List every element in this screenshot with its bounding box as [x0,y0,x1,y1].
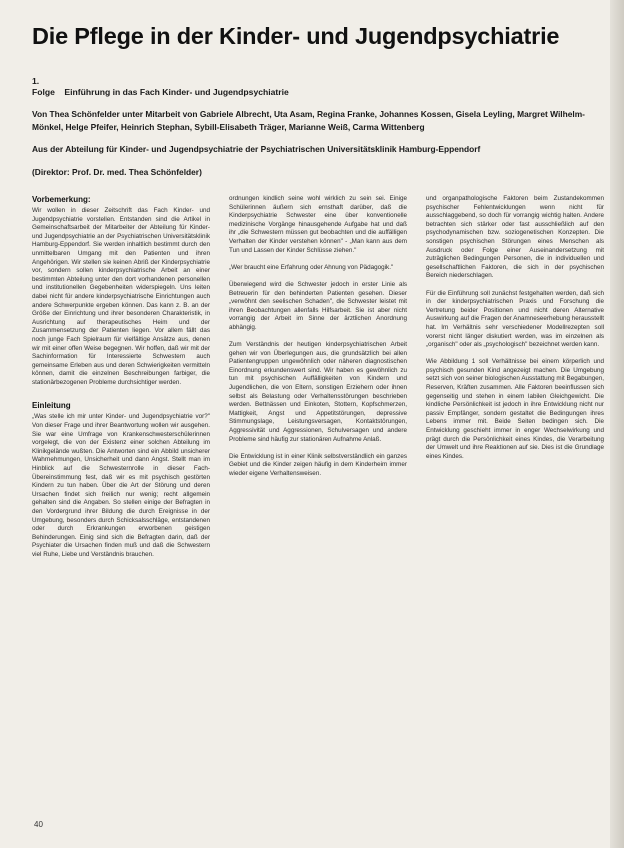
section-heading-introduction: Einleitung [32,401,71,411]
body-columns [32,195,604,568]
paragraph: „Wer braucht eine Erfahrung oder Ahnung von Pädagogik." [229,263,394,271]
paragraph: Für die Einführung soll zunächst festgehalten werden, daß sich in der kinderpsychiatrischen Praxis und Forschung die Vertretung beider Positionen und nicht deren Alternative Auswirkung auf die Fragen der Anamneseerhebung herausstellt hat. Im Verhältnis sehr verschiedener Modellrezepten soll vorerst nicht länger diskutiert werden, was im einzelnen als „organisch" oder als „psychologisch" bezeichnet werden kann. [426,289,604,349]
paragraph: Überwiegend wird die Schwester jedoch in erster Linie als Betreuerin für den behinderten Patienten gesehen. Dieser „verwöhnt den seelischen Schaden", die Schwester leistet mit ihren Beobachtungen allenfalls Hilfsarbeit. Sie ist aber nicht vorrangig der Arbeit im Sinne der ärztlichen Anordnung abhängig. [229,280,407,331]
column-3 [426,195,604,568]
author-list: Von Thea Schönfelder unter Mitarbeit von Gabriele Albrecht, Uta Asam, Regina Franke, Johannes Kossen, Gisela Leyling, Margret Wilhelm-Mönkel, Helge Pfeifer, Heinrich Stephan, Sybill-Elisabeth Träger, Marianne Weiß, Carma Wittenberg [32,109,585,132]
article-title: Die Pflege in der Kinder- und Jugendpsychiatrie [32,23,560,49]
series-line [32,76,604,98]
paragraph: „Was stelle ich mir unter Kinder- und Jugendpsychiatrie vor?" Von dieser Frage und ihrer Beantwortung wollen wir ausgehen. Sie war eine Umfrage von Krankenschwesterschülerinnen vorgelegt, die von der Existenz einer solchen Abteilung im Klinikgelände wußten. Die Antworten sind ein Abbild unsicherer Wahrnehmungen, Unsicherheit und dann Angst. Stellt man im Hinblick auf die Schwesternrolle in dieser Fach-Übereinstimmung fest, daß wir es mit psychisch gestörten Kindern zu tun haben. Über die Art der Störung und deren Ursachen findet sich freilich nur wenig; recht allgemein gehalten sind die Angaben. So stellen einige der Befragten in den Vordergrund ihrer Bildung die durch Ereignisse in der Umgebung, besonders durch Schicksalsschläge, entstandenen oder durch Erkrankungen erworbenen geistigen Behinderungen. Einig sind sich die Befragten darin, daß der Psychiater die Ursachen finden muß und daß die Schwestern viel Ruhe, Liebe und Verständnis brauchen. [32,413,210,558]
column-1 [32,195,210,568]
paragraph: Die Entwicklung ist in einer Klinik selbstverständlich ein ganzes Gebiet und die Kinder zeigen häufig in dem Kinderheim immer wieder eigene Verhaltensweisen. [229,452,407,477]
paragraph: Zum Verständnis der heutigen kinderpsychiatrischen Arbeit gehen wir von Überlegungen aus, die grundsätzlich bei allen Patientengruppen ungewöhnlich oder näheren diagnostischen Einordnung erkundenswert sind. Wir haben es gewöhnlich zu tun mit psychischen Auffälligkeiten von Kindern und Jugendlichen, die von Eltern, sonstigen Erziehern oder ihnen selbst als Belastung oder Verhaltensstörungen beschrieben werden. Bettnässen und Einkoten, Stottern, Kopfschmerzen, Mattigkeit, Angst und Appetitstörungen, depressive Stimmungslage, Leistungsversagen, Kontaktstörungen, Aggressivität und Aggressionen, Schulversagen und andere Probleme sind häufig zur stationären Aufnahme Anlaß. [229,341,407,443]
affiliation: Aus der Abteilung für Kinder- und Jugendpsychiatrie der Psychiatrischen Universitätsklinik Hamburg-Eppendorf [32,144,481,154]
paragraph: ordnungen kindlich seine wohl wirklich zu sein sei. Einige Schülerinnen äußern sich ernsthaft darüber, daß die Kinderpsychiatrie Schwester eine über konventionelle medizinische Vorgänge hinausgehende Aufgabe hat und daß ihr „die Schwestern müssen gut beobachten und die auffälligen Verhalten der Kinder verstehen können" - „Man kann aus dem Tun und Lassen der Kinder Schlüsse ziehen." [229,195,407,254]
director-line: (Direktor: Prof. Dr. med. Thea Schönfelder) [32,167,202,177]
paragraph: Wir wollen in dieser Zeitschrift das Fach Kinder- und Jugendpsychiatrie vorstellen. Entstanden sind die Artikel in Gemeinschaftsarbeit der Mitarbeiter der Abteilung für Kinder- und Jugendpsychiatrie an der Psychiatrischen Universitätsklinik Hamburg-Eppendorf. Sie werden inhaltlich bestimmt durch den unmittelbaren Umgang mit den Patienten und ihren Angehörigen. Wir stellen sie keinen Abriß der Kinderpsychiatrie vor, sondern sollen kinderpsychiatrische Arbeit an einer bestimmten Abteilung unter den dort vorhandenen personellen und institutionellen Gegebenheiten widerspiegeln. Uns leiten dabei nicht für andere kinderpsychiatrische Einrichtungen auch andere Schwerpunkte ergeben können. Das kann z. B. an der Größe der Einrichtung und ihrer besonderen Charakteristik, in Ausrichtung auf therapeutisches Heim und der Zusammensetzung der Patienten liegen. Vor allem fällt das noch junge Fach Spielraum für vielfältige Ansätze aus, denen wir mit einer offen Weise begegnen. Wir hoffen, daß wir mit der Sachinformation für Interessierte Schwestern auch gemeinsame Erleben aus und deren Schwierigkeiten vermitteln können, damit die einzelnen Beschreibungen farbiger, die stationärbezogenen Probleme durchsichtiger werden. [32,207,210,386]
page-number: 40 [34,820,43,829]
paragraph: Wie Abbildung 1 soll Verhältnisse bei einem körperlich und psychisch gesunden Kind angezeigt machen. Die Umgebung setzt sich von seiner biologischen Ausstattung mit Begabungen, Reserven, Kräften zusammen. Alle Faktoren beeinflussen sich gegenseitig und stehen in einem labilen Gleichgewicht. Die kindliche Persönlichkeit ist jedoch in ihre Entwicklung nicht nur passiv Empfänger, sondern gestaltet die Bedingungen ihres Lebens immer mit. Beide Seiten bedingen sich. Die Entwicklung geschieht immer in enger Wechselwirkung und prägt durch die Persönlichkeit eines Kindes, die Verarbeitung der Umwelt und ihre Reaktionen auf sie. Dies ist die Grundlage eines Kindes. [426,358,604,460]
series-title: Einführung in das Fach Kinder- und Jugendpsychiatrie [64,87,289,97]
paragraph: und organpathologische Faktoren beim Zustandekommen psychischer Fehlentwicklungen wenn nicht für ausschlaggebend, so doch für vorrangig wichtig halten. Andere betrachten sich stärker oder fast ausschließlich auf den psychodynamischen bzw. soziogenetischen Konzepten. Die sonstigen psychischen Störungen eines Menschen als Ausdruck oder Folge einer Auseinandersetzung mit zuträglichen Bedingungen Personen, die in individuellen und gesellschaftlichen Faktoren, die sich in der psychischen Bereich niederschlagen. [426,195,604,280]
page-binding-shadow [610,0,624,848]
section-heading-preface: Vorbemerkung: [32,195,91,204]
series-number: 1. Folge [32,76,55,97]
column-2 [229,195,407,568]
